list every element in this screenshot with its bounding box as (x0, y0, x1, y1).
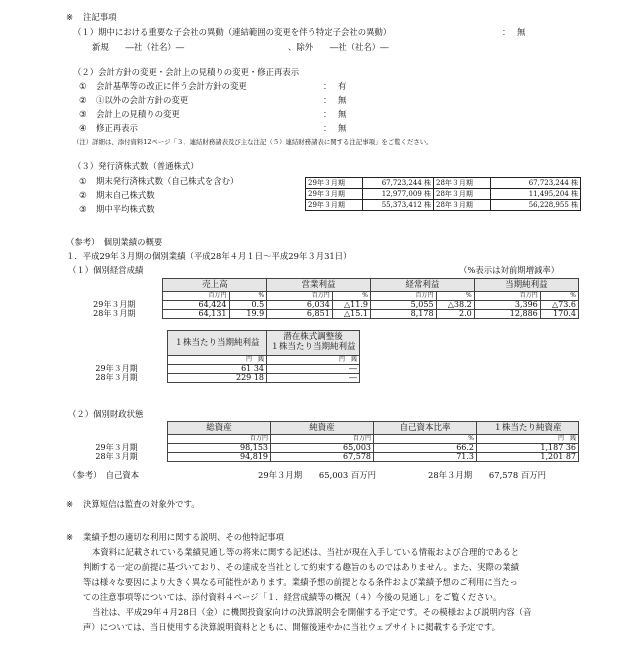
item2-footnote: （注）詳細は、添付資料12ページ「３．連結財務諸表及び主な注記（５）連結財務諸表に関する注記事項」をご覧ください。 (73, 138, 433, 146)
value-cell: 12,977,009 株 (363, 189, 434, 200)
forecast-line: 本資料に記載されている業績見通し等の将来に関する記述は、当社が現在入手している情報および合理的であると (92, 547, 520, 557)
value-cell: 65,003 (271, 444, 374, 453)
item3-row-label: 期中平均株式数 (96, 204, 155, 214)
value-cell: 55,373,412 株 (363, 200, 434, 211)
item2-row-label: 会計基準等の改正に伴う会計方針の変更 (96, 81, 247, 91)
item1-colon: ： (502, 27, 511, 37)
forecast-line: 当社は、平成29年４月28日（金）に機関投資家向けの決算説明会を開催する予定です。その模様および説明内容（音 (92, 607, 532, 617)
table-row (66, 444, 579, 453)
perf-title: （１）個別経営成績 (68, 265, 144, 275)
unit-cell: % (436, 292, 474, 301)
item2-value: 無 (338, 123, 347, 133)
value-cell: 8,178 (370, 310, 436, 319)
table-row (66, 453, 579, 462)
value-cell: 170.4 (540, 310, 578, 319)
unit-cell: 百万円 (267, 292, 333, 301)
value-cell: 19.9 (229, 310, 267, 319)
header-ordinary-income: 経常利益 (370, 279, 474, 292)
forecast-line: ての注意事項等については、添付資料４ページ「１．経営成績等の概況（４）今後の見通し」をご覧ください。 (83, 592, 502, 602)
unit-cell: 百万円 (163, 292, 229, 301)
item2-value: 無 (338, 109, 347, 119)
period-cell: 28年３月期 (66, 310, 163, 319)
item3-num: ③ (79, 204, 87, 214)
performance-table (66, 278, 579, 319)
value-cell: ― (267, 374, 360, 383)
header-total-assets: 総資産 (168, 422, 271, 435)
notes-heading: 注記事項 (83, 12, 117, 22)
value-cell: 56,228,955 株 (491, 200, 581, 211)
period-cell: 28年３月期 (434, 200, 491, 211)
reference-subtitle: １．平成29年３月期の個別業績（平成28年４月１日～平成29年３月31日） (66, 251, 352, 261)
unit-cell: 百万円 (168, 435, 271, 444)
unit-row (66, 435, 579, 444)
value-cell: 61 34 (168, 365, 267, 374)
header-net-assets: 純資産 (271, 422, 374, 435)
equity-prior: 28年３月期 67,578 百万円 (428, 470, 546, 480)
item3-num: ② (79, 190, 87, 200)
table-row (306, 189, 581, 200)
value-cell: 67,723,244 株 (491, 178, 581, 189)
perf-note: （%表示は対前期増減率） (459, 265, 560, 275)
reference-title: （参考） 個別業績の概要 (66, 237, 163, 247)
item1-new: 新規 ―社（社名）― (92, 42, 185, 52)
value-cell: 94,819 (168, 453, 271, 462)
unit-cell: 百万円 (271, 435, 374, 444)
period-cell: 28年３月期 (434, 178, 491, 189)
value-cell: 12,886 (474, 310, 540, 319)
item2-row-label: ①以外の会計方針の変更 (96, 95, 189, 105)
value-cell: △11.9 (332, 301, 370, 310)
unit-cell: 百万円 (370, 292, 436, 301)
period-cell: 29年３月期 (66, 444, 168, 453)
value-cell: 2.0 (436, 310, 474, 319)
table-row (66, 374, 360, 383)
header-equity-ratio: 自己資本比率 (374, 422, 477, 435)
unit-cell: 円 銭 (267, 356, 360, 365)
item2-colon: ： (323, 123, 332, 133)
value-cell: 67,723,244 株 (363, 178, 434, 189)
equity-current: 29年３月期 65,003 百万円 (258, 470, 376, 480)
item2-colon: ： (323, 109, 332, 119)
period-cell: 28年３月期 (66, 374, 168, 383)
table-row (306, 178, 581, 189)
value-cell: 64,424 (163, 301, 229, 310)
item1-label: （１）期中における重要な子会社の異動（連結範囲の変更を伴う特定子会社の異動） (73, 27, 392, 37)
item2-row-label: 修正再表示 (96, 123, 138, 133)
unit-cell: % (540, 292, 578, 301)
forecast-line: 声）については、当日使用する決算説明資料とともに、開催後速やかに当社ウェブサイトに掲載する予定です。 (83, 622, 500, 632)
forecast-mark: ※ (66, 532, 74, 542)
item2-value: 有 (338, 81, 347, 91)
period-cell: 29年３月期 (66, 301, 163, 310)
value-cell: 0.5 (229, 301, 267, 310)
header-eps: １株当たり当期純利益 (168, 331, 267, 356)
table-header-row (66, 279, 579, 292)
value-cell: 98,153 (168, 444, 271, 453)
audit-text: 決算短信は監査の対象外です。 (83, 499, 200, 509)
forecast-line: 判断する一定の前提に基づいており、その達成を当社として約束する趣旨のものではありません。また、実際の業績 (83, 562, 519, 572)
period-cell: 28年３月期 (66, 453, 168, 462)
header-operating-income: 営業利益 (267, 279, 371, 292)
table-header-row (66, 331, 360, 356)
item2-num: ② (79, 95, 87, 105)
item2-colon: ： (323, 81, 332, 91)
period-cell: 29年３月期 (306, 189, 363, 200)
shares-table (305, 177, 581, 211)
value-cell: △38.2 (436, 301, 474, 310)
value-cell: 3,396 (474, 301, 540, 310)
item2-value: 無 (338, 95, 347, 105)
value-cell: △73.6 (540, 301, 578, 310)
header-sales: 売上高 (163, 279, 267, 292)
value-cell: 1,201 87 (477, 453, 579, 462)
value-cell: 6,034 (267, 301, 333, 310)
header-bps: １株当たり純資産 (477, 422, 579, 435)
value-cell: 64,131 (163, 310, 229, 319)
eps-table (66, 330, 360, 383)
audit-mark: ※ (66, 499, 74, 509)
item2-num: ① (79, 81, 87, 91)
fin-title: （２）個別財政状態 (68, 409, 144, 419)
value-cell: 6,851 (267, 310, 333, 319)
value-cell: 66.2 (374, 444, 477, 453)
financial-position-table (66, 421, 579, 462)
value-cell: 5,055 (370, 301, 436, 310)
unit-cell: % (332, 292, 370, 301)
item3-label: （３）発行済株式数（普通株式） (73, 161, 199, 171)
item2-num: ③ (79, 109, 87, 119)
unit-cell: 円 銭 (168, 356, 267, 365)
period-cell: 29年３月期 (306, 200, 363, 211)
table-row (306, 200, 581, 211)
value-cell: △15.1 (332, 310, 370, 319)
item2-num: ④ (79, 123, 87, 133)
period-cell: 28年３月期 (434, 189, 491, 200)
item3-num: ① (79, 176, 87, 186)
table-row (66, 310, 579, 319)
header-diluted-eps: 潜在株式調整後 １株当たり当期純利益 (267, 331, 360, 356)
item3-row-label: 期末自己株式数 (96, 190, 155, 200)
period-cell: 29年３月期 (66, 365, 168, 374)
value-cell: 229 18 (168, 374, 267, 383)
item1-exclusion: 、除外 ―社（社名）― (288, 42, 389, 52)
unit-cell: 円 銭 (477, 435, 579, 444)
unit-cell: % (229, 292, 267, 301)
value-cell: 1,187 36 (477, 444, 579, 453)
value-cell: 11,495,204 株 (491, 189, 581, 200)
item3-row-label: 期末発行済株式数（自己株式を含む） (96, 176, 239, 186)
item2-label: （２）会計方針の変更・会計上の見積りの変更・修正再表示 (73, 67, 300, 77)
unit-cell: % (374, 435, 477, 444)
value-cell: ― (267, 365, 360, 374)
period-cell: 29年３月期 (306, 178, 363, 189)
header-net-income: 当期純利益 (474, 279, 578, 292)
forecast-line: 等は様々な要因により大きく異なる可能性があります。業績予想の前提となる条件および業績予想のご利用に当たっ (83, 577, 518, 587)
value-cell: 71.3 (374, 453, 477, 462)
forecast-title: 業績予想の適切な利用に関する説明、その他特記事項 (83, 532, 284, 542)
unit-cell: 百万円 (474, 292, 540, 301)
equity-label: （参考） 自己資本 (68, 470, 140, 480)
notes-mark: ※ (66, 12, 74, 22)
value-cell: 67,578 (271, 453, 374, 462)
item2-colon: ： (323, 95, 332, 105)
item1-value: 無 (517, 27, 526, 37)
table-header-row (66, 422, 579, 435)
item2-row-label: 会計上の見積りの変更 (96, 109, 180, 119)
